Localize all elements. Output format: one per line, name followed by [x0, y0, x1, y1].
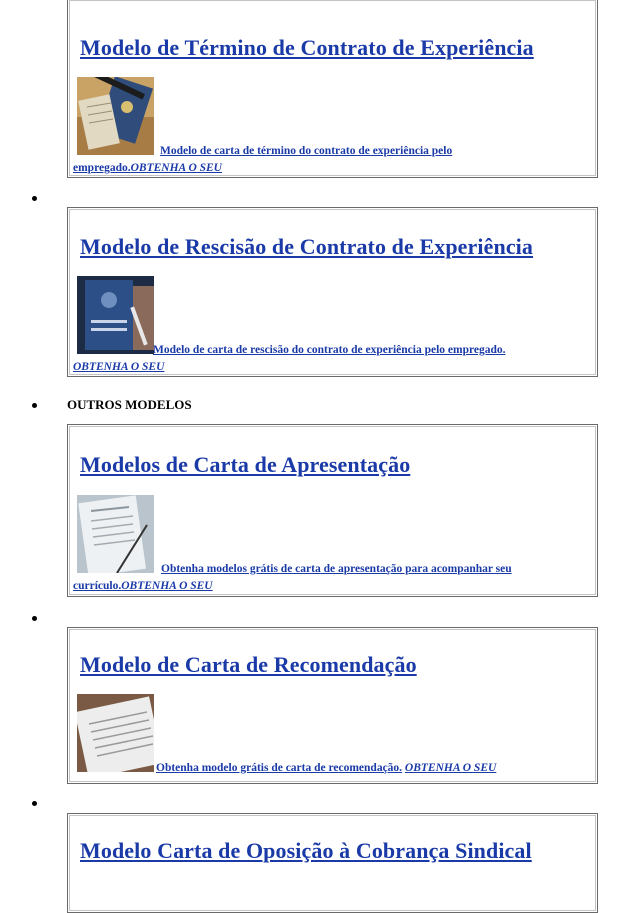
list-bullet: [32, 403, 37, 408]
card-desc-link[interactable]: Modelo de carta de término do contrato de experiência pelo: [160, 145, 453, 157]
card-carta-recomendacao: [67, 627, 598, 784]
card-desc-link[interactable]: Obtenha modelo grátis de carta de recomendação.: [156, 762, 403, 774]
card-title-link[interactable]: Modelo de Rescisão de Contrato de Experiência: [80, 234, 533, 259]
card-termino-contrato: [67, 0, 598, 178]
card-description: [73, 143, 589, 177]
obtenha-link[interactable]: OBTENHA O SEU: [404, 762, 497, 774]
card-title-link[interactable]: Modelo Carta de Oposição à Cobrança Sindical: [80, 838, 532, 863]
list-bullet: [32, 196, 37, 201]
card-rescisao-contrato: [67, 207, 598, 377]
card-carta-apresentacao: [67, 424, 598, 597]
card-description: [73, 561, 589, 595]
obtenha-link[interactable]: OBTENHA O SEU: [121, 580, 213, 592]
card-desc-link[interactable]: Modelo de carta de rescisão do contrato de experiência pelo empregado.: [153, 344, 506, 356]
section-label: OUTROS MODELOS: [67, 397, 192, 412]
obtenha-link[interactable]: OBTENHA O SEU: [130, 162, 222, 174]
card-oposicao-cobranca-sindical: [67, 813, 598, 913]
card-desc-link-cont[interactable]: currículo.: [73, 580, 122, 592]
card-description: [73, 760, 589, 777]
card-description: [73, 342, 589, 376]
card-desc-link[interactable]: Obtenha modelos grátis de carta de apresentação para acompanhar seu: [161, 563, 512, 575]
card-title-link[interactable]: Modelo de Término de Contrato de Experiência: [80, 35, 534, 60]
list-bullet: [32, 616, 37, 621]
card-desc-link-cont[interactable]: empregado.: [73, 162, 131, 174]
obtenha-link[interactable]: OBTENHA O SEU: [73, 361, 165, 373]
card-title-link[interactable]: Modelo de Carta de Recomendação: [80, 652, 417, 677]
card-title-link[interactable]: Modelos de Carta de Apresentação: [80, 452, 411, 477]
list-bullet: [32, 801, 37, 806]
